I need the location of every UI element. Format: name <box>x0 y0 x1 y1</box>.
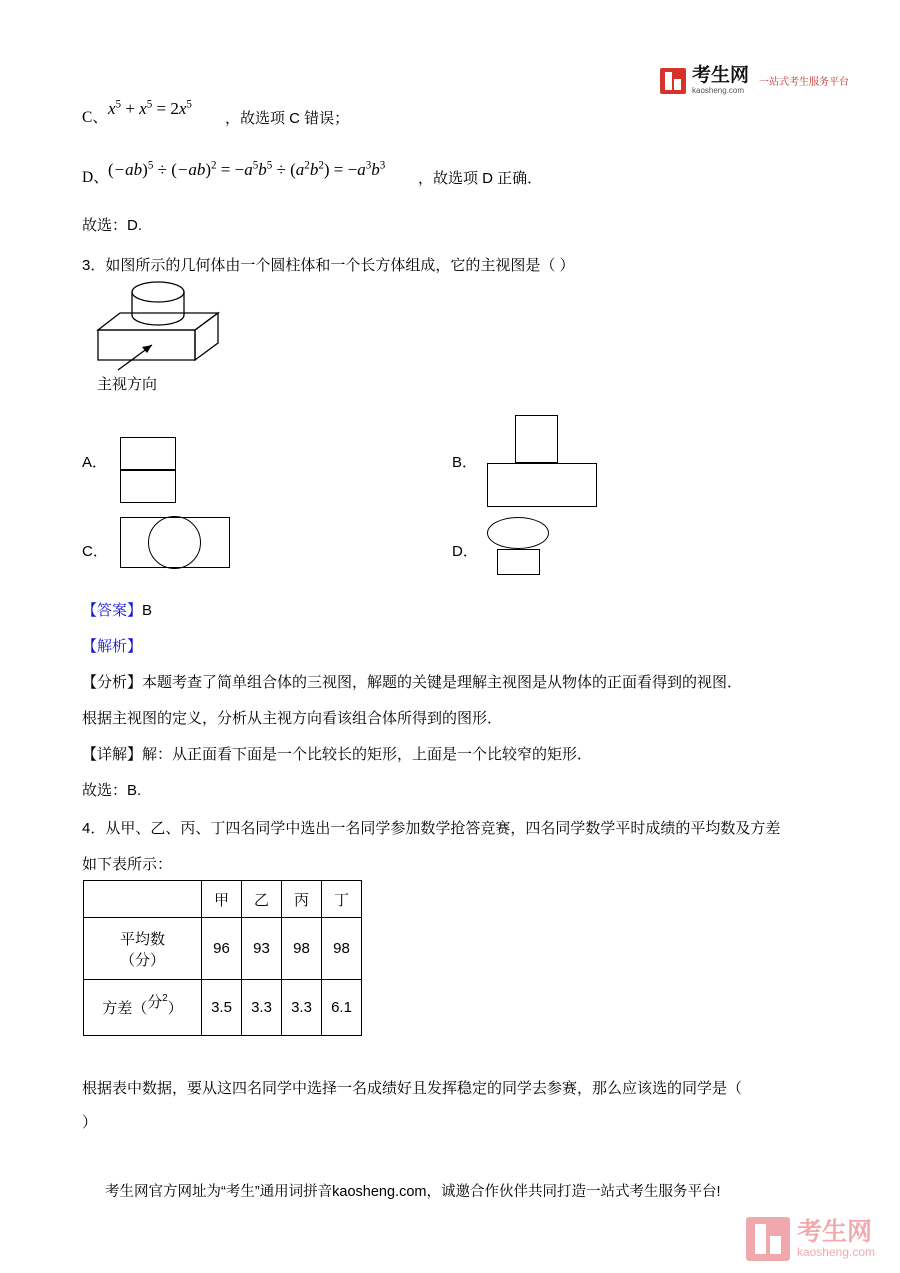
row-label-variance <box>84 980 202 1036</box>
option-d-label: D． <box>452 543 478 560</box>
mean-ding: 98 <box>322 918 362 980</box>
mean-yi: 93 <box>242 918 282 980</box>
site-logo <box>660 66 849 95</box>
option-c-label: C． <box>82 543 108 560</box>
variance-ding: 6.1 <box>322 980 362 1036</box>
row-label-variance-main: 方差（ <box>102 1000 148 1017</box>
watermark-icon <box>746 1217 790 1261</box>
variance-yi: 3.3 <box>242 980 282 1036</box>
question-4-tail-line2: ） <box>82 1114 98 1131</box>
option-b-label: B． <box>452 454 478 471</box>
fenxi-line-q3 <box>82 672 742 695</box>
mean-jia: 96 <box>202 918 242 980</box>
fenxi-label: 【分析】 <box>82 674 143 691</box>
answer-line-q2: 故选：D. <box>82 217 143 234</box>
question-3-solid-figure <box>90 275 240 390</box>
conclusion-q3: 故选：B. <box>82 782 142 799</box>
question-4-stem-line1: 4．从甲、乙、丙、丁四名同学中选出一名同学参加数学抢答竞赛，四名同学数学平时成绩的平均数及方差 <box>82 820 781 837</box>
variance-jia: 3.5 <box>202 980 242 1036</box>
question-4-tail-line1: 根据表中数据，要从这四名同学中选择一名成绩好且发挥稳定的同学去参赛，那么应该选的同学是（ <box>82 1080 743 1097</box>
analysis-label-q3: 【解析】 <box>82 638 143 655</box>
table-header-cell-bing: 丙 <box>282 881 322 918</box>
option-d-suffix: ，故选项 D 正确． <box>418 170 543 187</box>
answer-value-q3: B <box>142 602 153 619</box>
xiangjie-label: 【详解】 <box>82 746 143 763</box>
table-header-cell-yi: 乙 <box>242 881 282 918</box>
row-label-mean-line2: （分） <box>119 951 165 969</box>
view-direction-label: 主视方向 <box>97 376 158 393</box>
fenxi-line2-q3: 根据主视图的定义，分析从主视方向看该组合体所得到的图形． <box>82 710 503 727</box>
option-c-prefix: C、 <box>82 109 108 126</box>
logo-tagline: 一站式考生服务平台 <box>759 77 850 88</box>
question-4-stem-line2: 如下表所示： <box>82 856 173 873</box>
xiangjie-line-q3 <box>82 744 592 767</box>
logo-icon <box>660 68 686 94</box>
logo-text <box>692 66 749 95</box>
table-header-cell-ding: 丁 <box>322 881 362 918</box>
watermark-text <box>797 1219 875 1260</box>
logo-name-cn: 考生网 <box>692 65 750 86</box>
option-d-expression: $(-ab)^5 \div (-ab)^2 = -a^5b^5 \div (a^2b^2) = -a^3b^3$ <box>108 159 386 179</box>
watermark-logo <box>746 1217 875 1261</box>
option-a-label: A． <box>82 454 108 471</box>
option-d-prefix: D、 <box>82 169 109 186</box>
option-c-suffix: ，故选项 C 错误； <box>225 110 350 127</box>
table-header-cell-blank <box>84 881 202 918</box>
variance-bing: 3.3 <box>282 980 322 1036</box>
table-row-variance <box>84 980 362 1036</box>
logo-name-en: kaosheng.com <box>692 86 745 95</box>
row-label-mean-line1: 平均数 <box>119 930 165 948</box>
xiangjie-text: 解：从正面看下面是一个比较长的矩形，上面是一个比较窄的矩形． <box>142 746 593 763</box>
answer-label-q3 <box>82 600 152 623</box>
table-header-row <box>84 881 362 918</box>
row-label-mean <box>84 918 202 980</box>
footer-note: 考生网官方网址为“考生”通用词拼音kaosheng.com，诚邀合作伙伴共同打造一站式考生服务平台! <box>105 1184 721 1200</box>
table-header-cell-jia: 甲 <box>202 881 242 918</box>
mean-bing: 98 <box>282 918 322 980</box>
question-3-stem: 3．如图所示的几何体由一个圆柱体和一个长方体组成，它的主视图是（ ） <box>82 257 575 274</box>
row-label-variance-end: ） <box>167 1000 183 1017</box>
table-row-mean <box>84 918 362 980</box>
answer-label-text: 【答案】 <box>82 602 143 619</box>
watermark-name-cn: 考生网 <box>796 1217 872 1246</box>
scores-table <box>83 880 362 1036</box>
option-c-expression: $x^5 + x^5 = 2x^5$ <box>108 98 192 118</box>
row-label-variance-sup: 分$^2$ <box>147 993 168 1011</box>
watermark-name-en: kaosheng.com <box>796 1245 875 1260</box>
fenxi-text: 本题考查了简单组合体的三视图，解题的关键是理解主视图是从物体的正面看得到的视图． <box>142 674 743 691</box>
